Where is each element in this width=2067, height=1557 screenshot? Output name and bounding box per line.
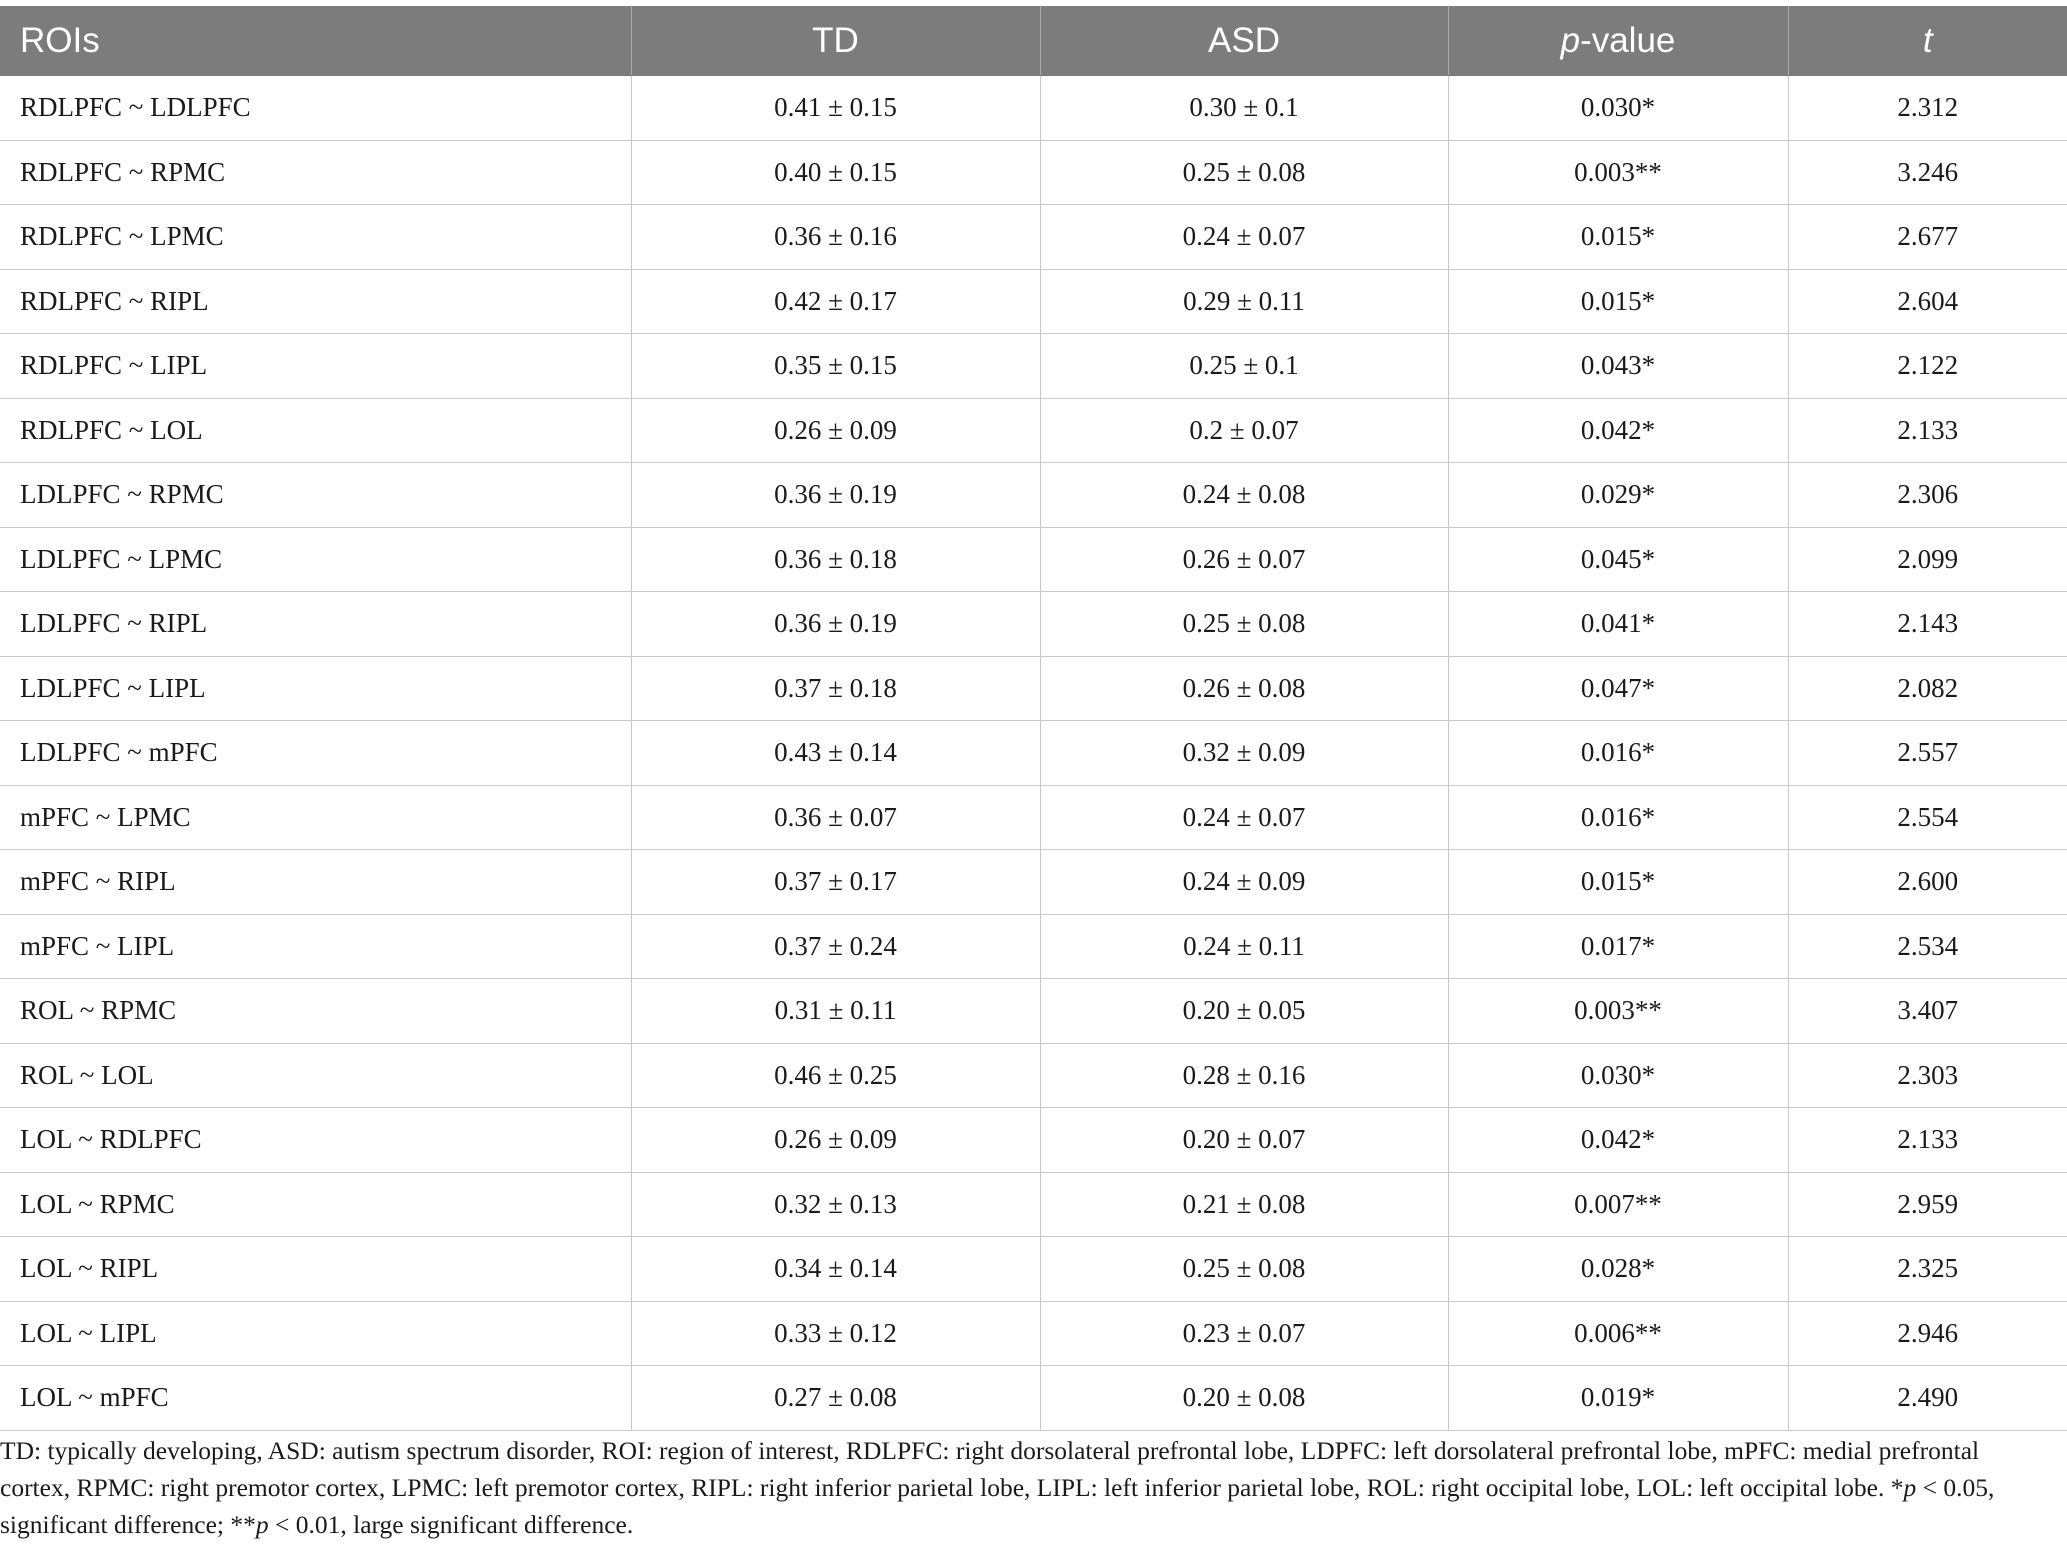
cell-roi-pair: LOL ~ mPFC bbox=[0, 1366, 631, 1431]
cell-p-value: 0.017* bbox=[1448, 914, 1788, 979]
cell-td-value: 0.37 ± 0.24 bbox=[631, 914, 1040, 979]
cell-p-value: 0.016* bbox=[1448, 721, 1788, 786]
cell-roi-pair: ROL ~ LOL bbox=[0, 1043, 631, 1108]
cell-roi-pair: ROL ~ RPMC bbox=[0, 979, 631, 1044]
t-statistic-cell: 2.312 bbox=[1788, 76, 2067, 141]
cell-roi-pair: LOL ~ RDLPFC bbox=[0, 1108, 631, 1173]
cell-asd-value: 0.24 ± 0.11 bbox=[1040, 914, 1448, 979]
cell-asd-value: 0.20 ± 0.08 bbox=[1040, 1366, 1448, 1431]
cell-p-value: 0.006** bbox=[1448, 1301, 1788, 1366]
cell-td-value: 0.43 ± 0.14 bbox=[631, 721, 1040, 786]
cell-td-value: 0.42 ± 0.17 bbox=[631, 269, 1040, 334]
cell-td-value: 0.26 ± 0.09 bbox=[631, 1108, 1040, 1173]
header-t bbox=[1788, 6, 2067, 76]
cell-roi-pair: RDLPFC ~ LIPL bbox=[0, 334, 631, 399]
table-row bbox=[0, 850, 2067, 915]
cell-asd-value: 0.20 ± 0.07 bbox=[1040, 1108, 1448, 1173]
cell-p-value: 0.019* bbox=[1448, 1366, 1788, 1431]
cell-asd-value: 0.21 ± 0.08 bbox=[1040, 1172, 1448, 1237]
cell-roi-pair: LOL ~ LIPL bbox=[0, 1301, 631, 1366]
cell-td-value: 0.32 ± 0.13 bbox=[631, 1172, 1040, 1237]
header-rois: ROIs bbox=[0, 6, 631, 76]
cell-p-value: 0.016* bbox=[1448, 785, 1788, 850]
cell-asd-value: 0.25 ± 0.08 bbox=[1040, 140, 1448, 205]
cell-td-value: 0.26 ± 0.09 bbox=[631, 398, 1040, 463]
t-statistic-cell: 3.407 bbox=[1788, 979, 2067, 1044]
cell-p-value: 0.029* bbox=[1448, 463, 1788, 528]
table-row bbox=[0, 527, 2067, 592]
header-td: TD bbox=[631, 6, 1040, 76]
table-row bbox=[0, 1366, 2067, 1431]
cell-roi-pair: RDLPFC ~ LOL bbox=[0, 398, 631, 463]
cell-asd-value: 0.24 ± 0.07 bbox=[1040, 205, 1448, 270]
cell-asd-value: 0.25 ± 0.1 bbox=[1040, 334, 1448, 399]
cell-td-value: 0.27 ± 0.08 bbox=[631, 1366, 1040, 1431]
t-statistic-cell: 2.557 bbox=[1788, 721, 2067, 786]
cell-td-value: 0.36 ± 0.16 bbox=[631, 205, 1040, 270]
footnote-text-1: TD: typically developing, ASD: autism spectrum disorder, ROI: region of interest, RDLPFC: right dorsolateral prefrontal lobe, LDPFC: left dorsolateral prefrontal lobe, mPFC: medial prefrontal cortex, RPMC: right premotor cortex, LPMC: left premotor cortex, RIPL: right inferior parietal lobe, LIPL: left inferior parietal lobe, ROL: right occipital lobe, LOL: left occipital lobe. * bbox=[0, 1436, 1980, 1502]
cell-roi-pair: LDLPFC ~ LPMC bbox=[0, 527, 631, 592]
table-row bbox=[0, 1301, 2067, 1366]
t-statistic-cell: 2.082 bbox=[1788, 656, 2067, 721]
cell-p-value: 0.047* bbox=[1448, 656, 1788, 721]
t-statistic-cell: 2.325 bbox=[1788, 1237, 2067, 1302]
cell-roi-pair: LDLPFC ~ mPFC bbox=[0, 721, 631, 786]
cell-td-value: 0.35 ± 0.15 bbox=[631, 334, 1040, 399]
cell-roi-pair: RDLPFC ~ RIPL bbox=[0, 269, 631, 334]
table-row bbox=[0, 592, 2067, 657]
table-row bbox=[0, 721, 2067, 786]
t-statistic-cell: 2.122 bbox=[1788, 334, 2067, 399]
cell-td-value: 0.34 ± 0.14 bbox=[631, 1237, 1040, 1302]
table-row bbox=[0, 269, 2067, 334]
cell-td-value: 0.41 ± 0.15 bbox=[631, 76, 1040, 141]
cell-td-value: 0.36 ± 0.18 bbox=[631, 527, 1040, 592]
table-row bbox=[0, 656, 2067, 721]
cell-roi-pair: LOL ~ RIPL bbox=[0, 1237, 631, 1302]
cell-roi-pair: mPFC ~ LPMC bbox=[0, 785, 631, 850]
cell-asd-value: 0.30 ± 0.1 bbox=[1040, 76, 1448, 141]
t-statistic-cell: 2.099 bbox=[1788, 527, 2067, 592]
cell-td-value: 0.46 ± 0.25 bbox=[631, 1043, 1040, 1108]
cell-roi-pair: mPFC ~ LIPL bbox=[0, 914, 631, 979]
footnote-p-symbol-2: p bbox=[255, 1510, 269, 1539]
cell-roi-pair: RDLPFC ~ RPMC bbox=[0, 140, 631, 205]
cell-p-value: 0.028* bbox=[1448, 1237, 1788, 1302]
t-statistic-cell: 2.677 bbox=[1788, 205, 2067, 270]
cell-asd-value: 0.26 ± 0.08 bbox=[1040, 656, 1448, 721]
cell-td-value: 0.36 ± 0.19 bbox=[631, 463, 1040, 528]
cell-td-value: 0.40 ± 0.15 bbox=[631, 140, 1040, 205]
table-row bbox=[0, 334, 2067, 399]
footnote-p-symbol-1: p bbox=[1903, 1473, 1917, 1502]
cell-asd-value: 0.26 ± 0.07 bbox=[1040, 527, 1448, 592]
cell-roi-pair: LOL ~ RPMC bbox=[0, 1172, 631, 1237]
t-statistic-cell: 2.946 bbox=[1788, 1301, 2067, 1366]
roi-connectivity-table bbox=[0, 6, 2067, 1431]
cell-p-value: 0.030* bbox=[1448, 76, 1788, 141]
table-header bbox=[0, 6, 2067, 76]
table-row bbox=[0, 979, 2067, 1044]
table-row bbox=[0, 140, 2067, 205]
cell-td-value: 0.33 ± 0.12 bbox=[631, 1301, 1040, 1366]
cell-asd-value: 0.25 ± 0.08 bbox=[1040, 592, 1448, 657]
cell-roi-pair: RDLPFC ~ LPMC bbox=[0, 205, 631, 270]
table-row bbox=[0, 914, 2067, 979]
t-statistic-cell: 2.600 bbox=[1788, 850, 2067, 915]
header-p-value bbox=[1448, 6, 1788, 76]
t-statistic-cell: 2.306 bbox=[1788, 463, 2067, 528]
cell-roi-pair: LDLPFC ~ RPMC bbox=[0, 463, 631, 528]
cell-p-value: 0.003** bbox=[1448, 979, 1788, 1044]
table-body bbox=[0, 76, 2067, 1431]
cell-p-value: 0.042* bbox=[1448, 1108, 1788, 1173]
footnote-text-2: < 0.05, significant difference; ** bbox=[0, 1473, 1995, 1539]
header-p-suffix: -value bbox=[1580, 20, 1676, 60]
cell-p-value: 0.043* bbox=[1448, 334, 1788, 399]
cell-asd-value: 0.23 ± 0.07 bbox=[1040, 1301, 1448, 1366]
cell-roi-pair: LDLPFC ~ RIPL bbox=[0, 592, 631, 657]
cell-asd-value: 0.20 ± 0.05 bbox=[1040, 979, 1448, 1044]
cell-td-value: 0.36 ± 0.19 bbox=[631, 592, 1040, 657]
cell-td-value: 0.37 ± 0.18 bbox=[631, 656, 1040, 721]
table-row bbox=[0, 1237, 2067, 1302]
t-statistic-cell: 2.133 bbox=[1788, 1108, 2067, 1173]
t-statistic-cell: 2.604 bbox=[1788, 269, 2067, 334]
cell-p-value: 0.045* bbox=[1448, 527, 1788, 592]
cell-p-value: 0.007** bbox=[1448, 1172, 1788, 1237]
cell-td-value: 0.36 ± 0.07 bbox=[631, 785, 1040, 850]
table-row bbox=[0, 1172, 2067, 1237]
table-row bbox=[0, 76, 2067, 141]
cell-asd-value: 0.29 ± 0.11 bbox=[1040, 269, 1448, 334]
cell-p-value: 0.015* bbox=[1448, 205, 1788, 270]
cell-asd-value: 0.2 ± 0.07 bbox=[1040, 398, 1448, 463]
header-t-symbol: t bbox=[1922, 20, 1933, 60]
table-row bbox=[0, 398, 2067, 463]
cell-p-value: 0.030* bbox=[1448, 1043, 1788, 1108]
header-row bbox=[0, 6, 2067, 76]
cell-p-value: 0.003** bbox=[1448, 140, 1788, 205]
t-statistic-cell: 2.534 bbox=[1788, 914, 2067, 979]
cell-asd-value: 0.24 ± 0.07 bbox=[1040, 785, 1448, 850]
cell-td-value: 0.31 ± 0.11 bbox=[631, 979, 1040, 1044]
table-row bbox=[0, 1108, 2067, 1173]
cell-td-value: 0.37 ± 0.17 bbox=[631, 850, 1040, 915]
table-footnote bbox=[0, 1432, 2040, 1543]
cell-p-value: 0.015* bbox=[1448, 850, 1788, 915]
cell-roi-pair: mPFC ~ RIPL bbox=[0, 850, 631, 915]
t-statistic-cell: 2.303 bbox=[1788, 1043, 2067, 1108]
cell-asd-value: 0.24 ± 0.08 bbox=[1040, 463, 1448, 528]
t-statistic-cell: 2.143 bbox=[1788, 592, 2067, 657]
results-table-container bbox=[0, 6, 2067, 1431]
header-p-symbol: p bbox=[1560, 20, 1581, 60]
table-row bbox=[0, 1043, 2067, 1108]
t-statistic-cell: 2.133 bbox=[1788, 398, 2067, 463]
cell-asd-value: 0.28 ± 0.16 bbox=[1040, 1043, 1448, 1108]
cell-roi-pair: LDLPFC ~ LIPL bbox=[0, 656, 631, 721]
table-row bbox=[0, 463, 2067, 528]
footnote-text-3: < 0.01, large significant difference. bbox=[268, 1510, 634, 1539]
cell-p-value: 0.041* bbox=[1448, 592, 1788, 657]
cell-asd-value: 0.24 ± 0.09 bbox=[1040, 850, 1448, 915]
t-statistic-cell: 2.959 bbox=[1788, 1172, 2067, 1237]
cell-asd-value: 0.32 ± 0.09 bbox=[1040, 721, 1448, 786]
t-statistic-cell: 2.490 bbox=[1788, 1366, 2067, 1431]
table-row bbox=[0, 205, 2067, 270]
cell-p-value: 0.042* bbox=[1448, 398, 1788, 463]
t-statistic-cell: 3.246 bbox=[1788, 140, 2067, 205]
cell-p-value: 0.015* bbox=[1448, 269, 1788, 334]
header-asd: ASD bbox=[1040, 6, 1448, 76]
cell-roi-pair: RDLPFC ~ LDLPFC bbox=[0, 76, 631, 141]
t-statistic-cell: 2.554 bbox=[1788, 785, 2067, 850]
table-row bbox=[0, 785, 2067, 850]
cell-asd-value: 0.25 ± 0.08 bbox=[1040, 1237, 1448, 1302]
